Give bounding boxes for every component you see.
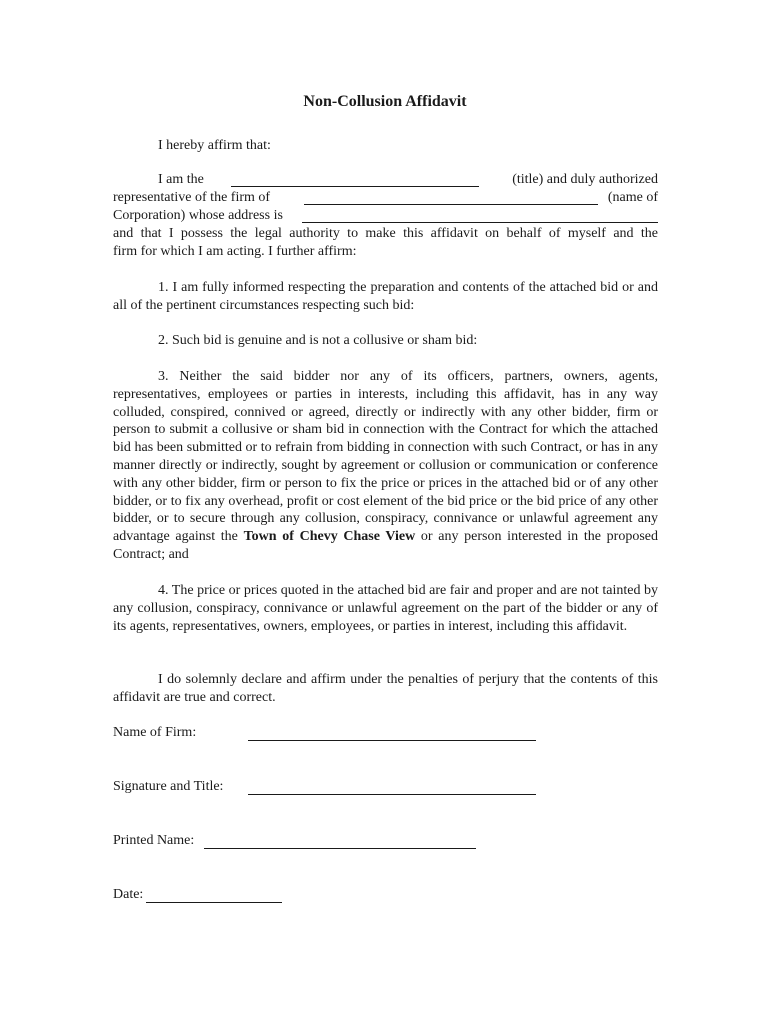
i-am-the-label: I am the bbox=[158, 172, 204, 187]
authority-line-3 bbox=[113, 207, 658, 225]
name-of-label: (name of bbox=[607, 190, 658, 205]
signature-and-title-label: Signature and Title: bbox=[113, 779, 224, 794]
declaration-text: I do solemnly declare and affirm under the penalties of perjury that the contents of this affidavit are true and correct. bbox=[113, 672, 658, 705]
item-3-text: 3. Neither the said bidder nor any of its officers, partners, owners, agents, representatives, employees or parties in interests, including this affidavit, has in any way colluded, conspired, connived or agreed, directly or indirectly with any other bidder, firm or person to submit a collusive or sham bid in connection with the Contract for which the attached bid has been submitted or to refrain from bidding in connection with such Contract, or has in any manner directly or indirectly, sought by agreement or collusion or communication or conference with any other bidder, firm or person to fix the price or prices in the attached bid or of any other bidder, or to fix any overhead, profit or cost element of the bid price or the bid price of any other bidder, or to secure through any collusion, conspiracy, connivance or unlawful agreement any advantage against the bbox=[113, 369, 658, 545]
address-blank[interactable] bbox=[302, 221, 658, 223]
name-of-firm-label: Name of Firm: bbox=[113, 725, 197, 740]
item-3-tail: or any person interested in the proposed Contract; and bbox=[113, 529, 658, 562]
name-of-firm-field[interactable] bbox=[248, 739, 536, 741]
item-1-text: 1. I am fully informed respecting the preparation and contents of the attached bid or and all of the pertinent circumstances respecting such bid: bbox=[113, 280, 658, 313]
intro-text: I hereby affirm that: bbox=[158, 138, 271, 153]
item-4-text: 4. The price or prices quoted in the attached bid are fair and proper and are not tainted by any collusion, conspiracy, connivance or unlawful agreement on the part of the bidder or any of its agents, representatives, owners, employees, or parties in interest, including this affidavit. bbox=[113, 583, 658, 634]
signature-and-title-field[interactable] bbox=[248, 793, 536, 795]
authority-line-4: and that I possess the legal authority to make this affidavit on behalf of myself and the bbox=[113, 226, 658, 241]
representative-label: representative of the firm of bbox=[113, 190, 271, 205]
item-2-text: 2. Such bid is genuine and is not a collusive or sham bid: bbox=[158, 333, 478, 348]
title-blank[interactable] bbox=[231, 185, 479, 187]
date-label: Date: bbox=[113, 887, 144, 902]
corporation-address-label: Corporation) whose address is bbox=[113, 208, 283, 223]
authority-line-5: firm for which I am acting. I further affirm: bbox=[113, 244, 357, 259]
town-name: Town of Chevy Chase View bbox=[243, 529, 416, 545]
date-field[interactable] bbox=[146, 901, 282, 903]
item-3-paragraph bbox=[113, 368, 658, 564]
title-suffix-label: (title) and duly authorized bbox=[512, 172, 658, 187]
authority-line-2 bbox=[113, 189, 658, 207]
document-title: Non-Collusion Affidavit bbox=[303, 93, 467, 110]
authority-line-1 bbox=[113, 171, 658, 189]
firm-name-blank[interactable] bbox=[304, 203, 598, 205]
printed-name-field[interactable] bbox=[204, 847, 476, 849]
printed-name-label: Printed Name: bbox=[113, 833, 195, 848]
